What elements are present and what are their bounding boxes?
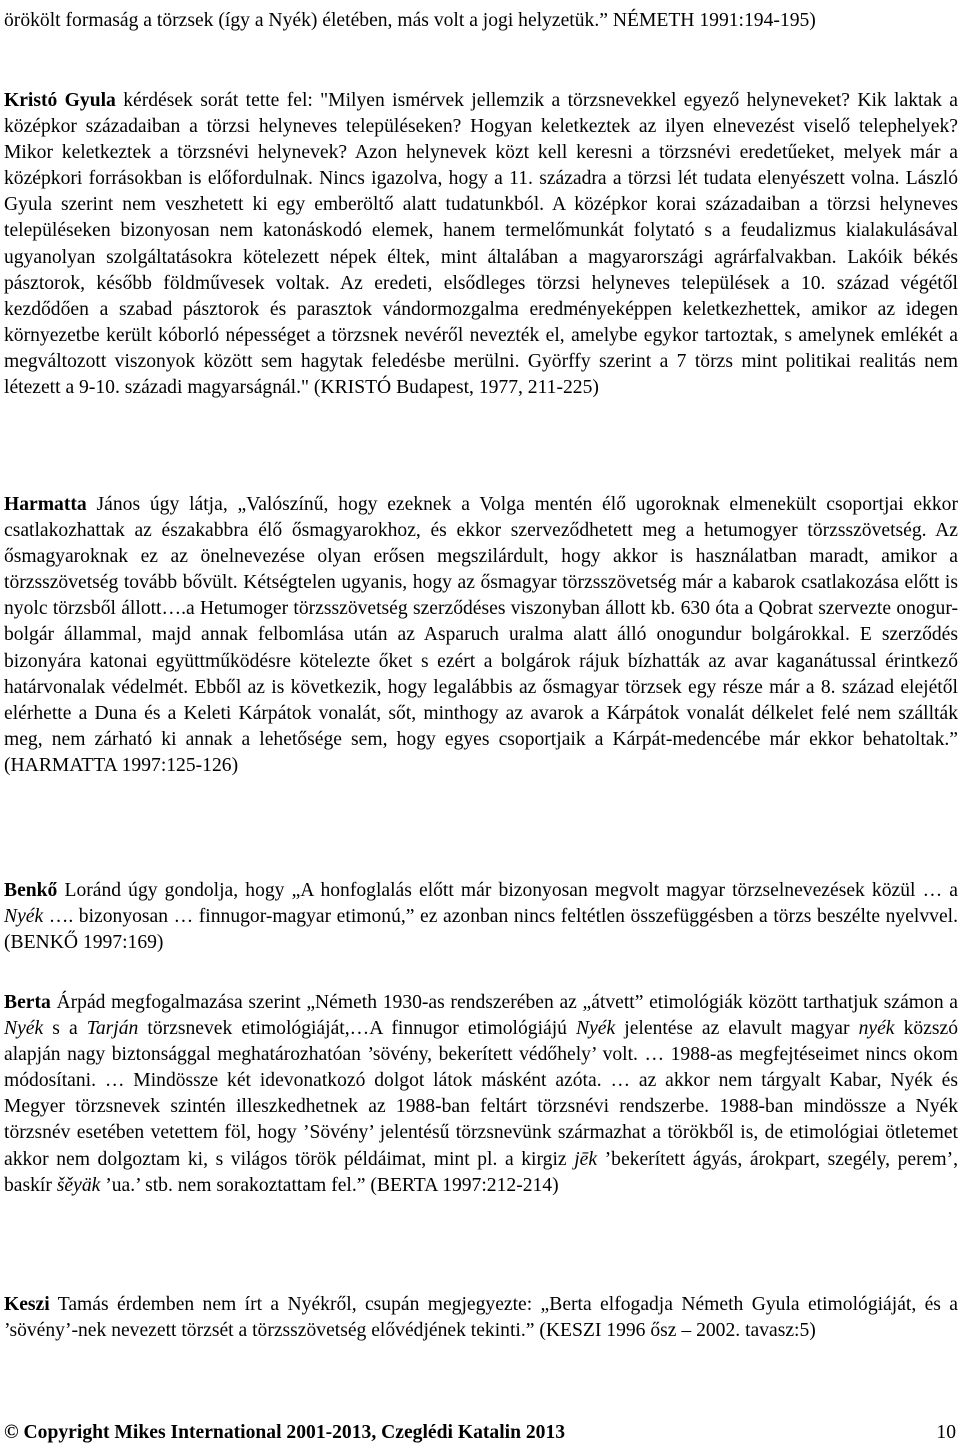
italic-term: šěyäk — [56, 1174, 101, 1196]
italic-term: Nyék — [576, 1018, 616, 1040]
paragraph-continuation — [4, 8, 958, 34]
italic-term: Tarján — [86, 1018, 139, 1040]
author-name: Keszi — [4, 1294, 50, 1315]
italic-term: Nyék — [4, 906, 44, 928]
paragraph-text: jelentése az elavult magyar — [615, 1018, 859, 1040]
paragraph-text: s a — [43, 1018, 87, 1040]
author-name: Harmatta — [4, 494, 87, 515]
author-name: Benkő — [4, 880, 58, 901]
paragraph-text: ’ua.’ stb. nem sorakoztattam fel.” (BERTA 1997:212-214) — [100, 1174, 559, 1196]
paragraph-harmatta — [4, 492, 958, 779]
page-footer — [4, 1420, 956, 1446]
copyright-notice: © Copyright Mikes International 2001-2013, Czeglédi Katalin 2013 — [4, 1422, 566, 1443]
italic-term: nyék — [858, 1018, 895, 1040]
paragraph-berta — [4, 990, 958, 1199]
paragraph-text: közszó alapján nagy biztonsággal meghatározhatóan ’sövény, bekerített védőhely’ volt. … 1988-as megfejtéseimet nincs okom módosítani. … Mindössze két idevonatkozó dolgot látok másként azóta. … az akkor nem tárgyalt Kabar, Nyék és Megyer törzsnevek szintén illeszkedhetnek az 1988-ban feltárt törzsnévi rendszerbe. 1988-ban mindössze a Nyék törzsnév esetében vetettem föl, hogy ’Sövény’ jelentésű törzsnevünk származhat a törökből is, de etimológiai ötletemet akkor nem dolgoztam ki, s világos török példáimat, mint pl. a kirgiz — [4, 1018, 958, 1170]
paragraph-text: kérdések sorát tette fel: "Milyen ismérvek jellemzik a törzsnevekkel egyező helyneveket? Kik laktak a középkor századaiban a törzsi helyneves településeken? Hogyan keletkeztek az ilyen elnevezést viselő telephelyek? Mikor keletkeztek a törzsnévi helynevek? Azon helynevek közt kell keresni a törzsnévi eredetűeket, melyek már a középkori forrásokban is előfordulnak. Nincs igazolva, hogy a 11. századra a törzsi lét tudata elenyészett volna. László Gyula szerint nem veszhetett ki egy emberöltő alatt tudatunkból. A középkor korai századaiban a törzsi helyneves településeken bizonyosan nem katonáskodó elemek, hanem termelőmunkát folytató s a feudalizmus kialakulásával ugyanolyan szolgáltatásokra kötelezett népek éltek, mint általában a magyarországi agrárfalvakban. Lakóik békés pásztorok, később földművesek voltak. Az eredeti, elsődleges törzsi helyneves települések a 10. század végétől kezdődően a szabad pásztorok és parasztok vándormozgalma eredményeképpen keletkezhettek, amikor az idegen környezetbe került kóborló népességet a törzsnek nevéről nevezték el, amelybe egykor tartoztak, s amelynek emlékét a megváltozott viszonyok között sem hagytak feledésbe merülni. Györffy szerint a 7 törzs mint politikai realitás nem létezett a 9-10. századi magyarságnál." (KRISTÓ Budapest, 1977, 211-225) — [4, 90, 958, 399]
italic-term: jēk — [574, 1148, 598, 1170]
paragraph-text: Tamás érdemben nem írt a Nyékről, csupán megjegyezte: „Berta elfogadja Németh Gyula etimológiáját, és a ’sövény’-nek nevezett törzsét a törzsszövetség elővédjének tekinti.” (KESZI 1996 ősz – 2002. tavasz:5) — [4, 1294, 958, 1342]
page-number: 10 — [936, 1422, 956, 1443]
paragraph-text: ’bekerített ágyás, árokpart, szegély, perem’, baskír — [4, 1148, 958, 1196]
paragraph-text: János úgy látja, „Valószínű, hogy ezeknek a Volga mentén élő ugoroknak elmenekült csoportjai ekkor csatlakozhattak az északabbra élő ősmagyarokhoz, és ekkor szerveződhetett meg a hetumogyer törzsszövetség. Az ősmagyaroknak ez az önelnevezése olyan erősen megszilárdult, hogy akkor is használatban maradt, amikor a törzsszövetség tovább bővült. Kétségtelen ugyanis, hogy az ősmagyar törzsszövetség már a kabarok csatlakozása előtt is nyolc törzsből állott….a Hetumoger törzsszövetség szerződéses viszonyban állott kb. 630 óta a Qobrat szervezte onogur-bolgár állammal, majd annak felbomlása után az Asparuch uralma alatt álló onogundur bolgárokkal. E szerződés bizonyára katonai együttműködésre kötelezte őket s ezért a bolgárok rájuk bízhatták az avar kaganátussal érintkező határvonalak védelmét. Ebből az is következik, hogy legalábbis az ősmagyar törzsek egy része már a 8. század elejétől elérhette a Duna és a Keleti Kárpátok vonalát, sőt, minthogy az avarok a Kárpátok vonalát délkelet felé nem szállták meg, nem zárható ki annak a lehetősége sem, hogy egyes csoportjaik a Kárpát-medencébe már ekkor behatoltak.” (HARMATTA 1997:125-126) — [4, 494, 958, 776]
paragraph-text: Árpád megfogalmazása szerint „Németh 1930-as rendszerében az „átvett” etimológiák között tarthatjuk számon a — [50, 992, 958, 1013]
paragraph-text: örökölt formaság a törzsek (így a Nyék) életében, más volt a jogi helyzetük.” NÉMETH 1991:194-195) — [4, 10, 816, 31]
paragraph-keszi — [4, 1292, 958, 1344]
paragraph-text: törzsnevek etimológiáját,…A finnugor etimológiájú — [138, 1018, 577, 1040]
author-name: Berta — [4, 992, 51, 1013]
author-name: Kristó Gyula — [4, 90, 116, 111]
paragraph-kristo — [4, 88, 958, 401]
paragraph-text: Loránd úgy gondolja, hogy „A honfoglalás előtt már bizonyosan megvolt magyar törzselnevezések közül … a — [57, 880, 958, 901]
paragraph-benko — [4, 878, 958, 956]
italic-term: Nyék — [4, 1018, 44, 1040]
paragraph-text: …. bizonyosan … finnugor-magyar etimonú,” ez azonban nincs feltétlen összefüggésben a törzs beszélte nyelvvel. (BENKŐ 1997:169) — [4, 906, 958, 954]
